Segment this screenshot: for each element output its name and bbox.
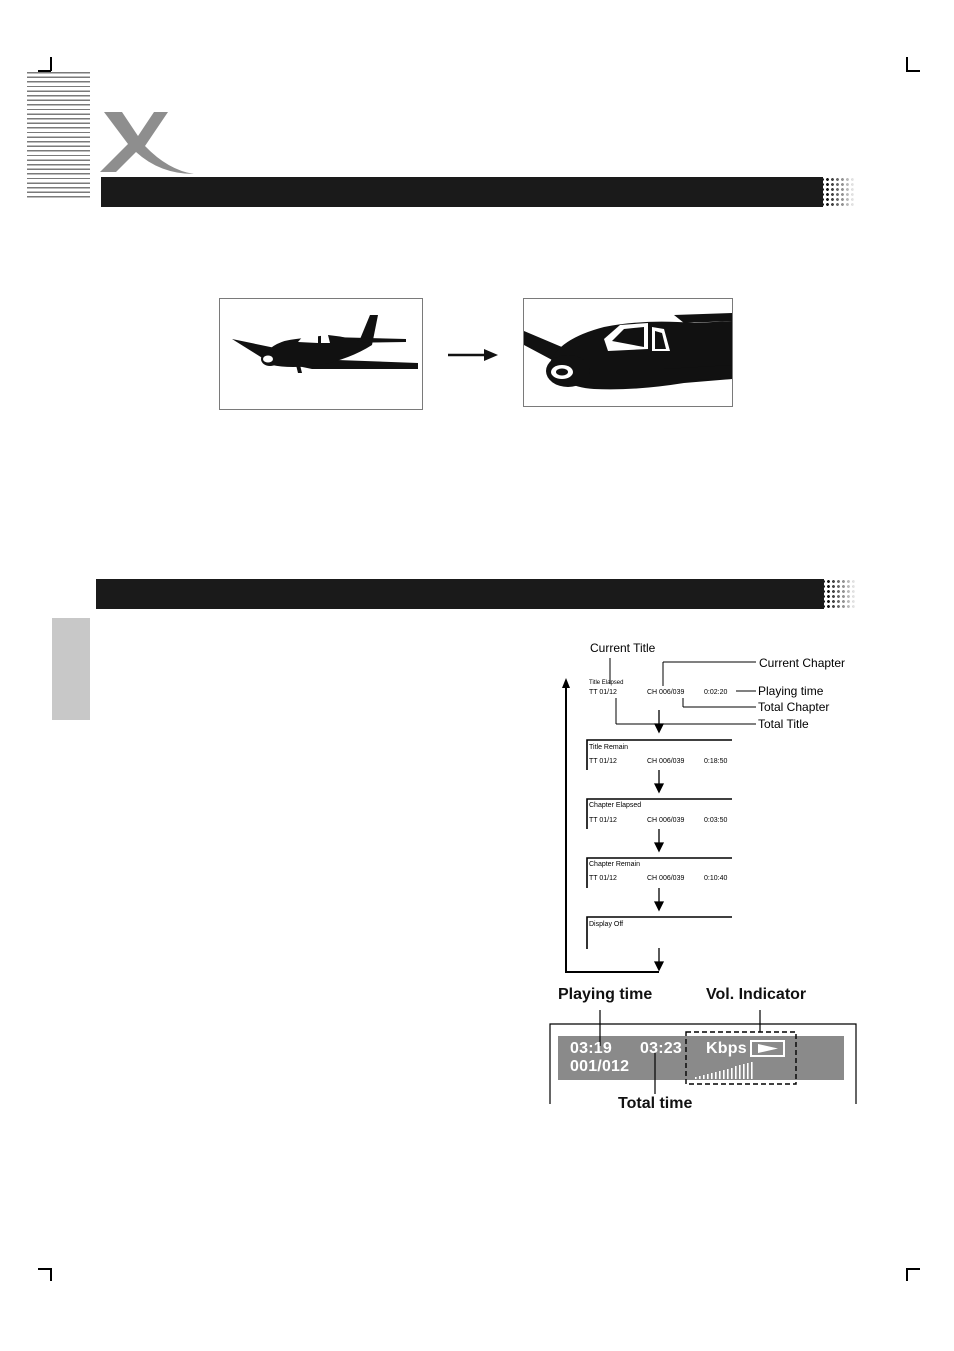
osd-mode-display-off: Display Off bbox=[589, 921, 624, 928]
osd-title-value: TT 01/12 bbox=[589, 817, 617, 824]
label-mp3-total-time: Total time bbox=[618, 1095, 693, 1112]
crop-mark-bottom-left bbox=[50, 1268, 52, 1281]
zoom-before-image bbox=[219, 298, 423, 410]
crop-mark-top-left bbox=[50, 57, 52, 71]
brand-x-logo bbox=[96, 108, 196, 176]
crop-mark-bottom-right-h bbox=[906, 1268, 920, 1270]
airplane-zoomed-icon bbox=[524, 299, 732, 406]
mp3-track-value: 001/012 bbox=[570, 1058, 630, 1075]
airplane-small-icon bbox=[220, 299, 422, 409]
label-mp3-vol-indicator: Vol. Indicator bbox=[706, 986, 807, 1003]
osd-mode-title-remain: Title Remain bbox=[589, 744, 629, 751]
osd-chapter-value: CH 006/039 bbox=[647, 689, 685, 696]
section-header-bar-top bbox=[101, 177, 823, 207]
label-current-chapter: Current Chapter bbox=[759, 656, 846, 670]
crop-mark-bottom-right bbox=[906, 1268, 908, 1281]
mp3-bitrate-unit: Kbps bbox=[706, 1040, 747, 1057]
zoom-arrow-icon bbox=[446, 348, 500, 362]
osd-title-value: TT 01/12 bbox=[589, 875, 617, 882]
crop-mark-top-right bbox=[906, 57, 908, 71]
language-side-tab bbox=[52, 618, 90, 720]
page-edge-stripes bbox=[27, 72, 90, 200]
osd-time-value: 0:03:50 bbox=[704, 817, 728, 824]
section-header-dots-top bbox=[820, 177, 856, 207]
label-total-chapter: Total Chapter bbox=[758, 700, 830, 714]
label-mp3-playing-time: Playing time bbox=[558, 986, 653, 1003]
label-current-title: Current Title bbox=[590, 641, 656, 655]
zoom-after-image bbox=[523, 298, 733, 407]
osd-chapter-value: CH 006/039 bbox=[647, 758, 685, 765]
osd-title-value: TT 01/12 bbox=[589, 689, 617, 696]
crop-mark-bottom-left-h bbox=[38, 1268, 51, 1270]
osd-chapter-value: CH 006/039 bbox=[647, 817, 685, 824]
osd-title-value: TT 01/12 bbox=[589, 758, 617, 765]
osd-mode-chapter-elapsed: Chapter Elapsed bbox=[589, 802, 642, 809]
mp3-total-time-value: 03:23 bbox=[640, 1040, 682, 1057]
osd-time-value: 0:18:50 bbox=[704, 758, 728, 765]
osd-mode-chapter-remain: Chapter Remain bbox=[589, 861, 640, 868]
osd-chapter-value: CH 006/039 bbox=[647, 875, 685, 882]
mp3-playing-time-value: 03:19 bbox=[570, 1040, 612, 1057]
osd-time-value: 0:02:20 bbox=[704, 689, 728, 696]
label-total-title: Total Title bbox=[758, 717, 809, 731]
crop-mark-top-right-h bbox=[906, 70, 920, 72]
label-playing-time: Playing time bbox=[758, 684, 824, 698]
section-header-dots-bottom bbox=[821, 579, 857, 609]
osd-mode-title-elapsed: Title Elapsed bbox=[589, 680, 624, 686]
osd-time-value: 0:10:40 bbox=[704, 875, 728, 882]
section-header-bar-bottom bbox=[96, 579, 824, 609]
